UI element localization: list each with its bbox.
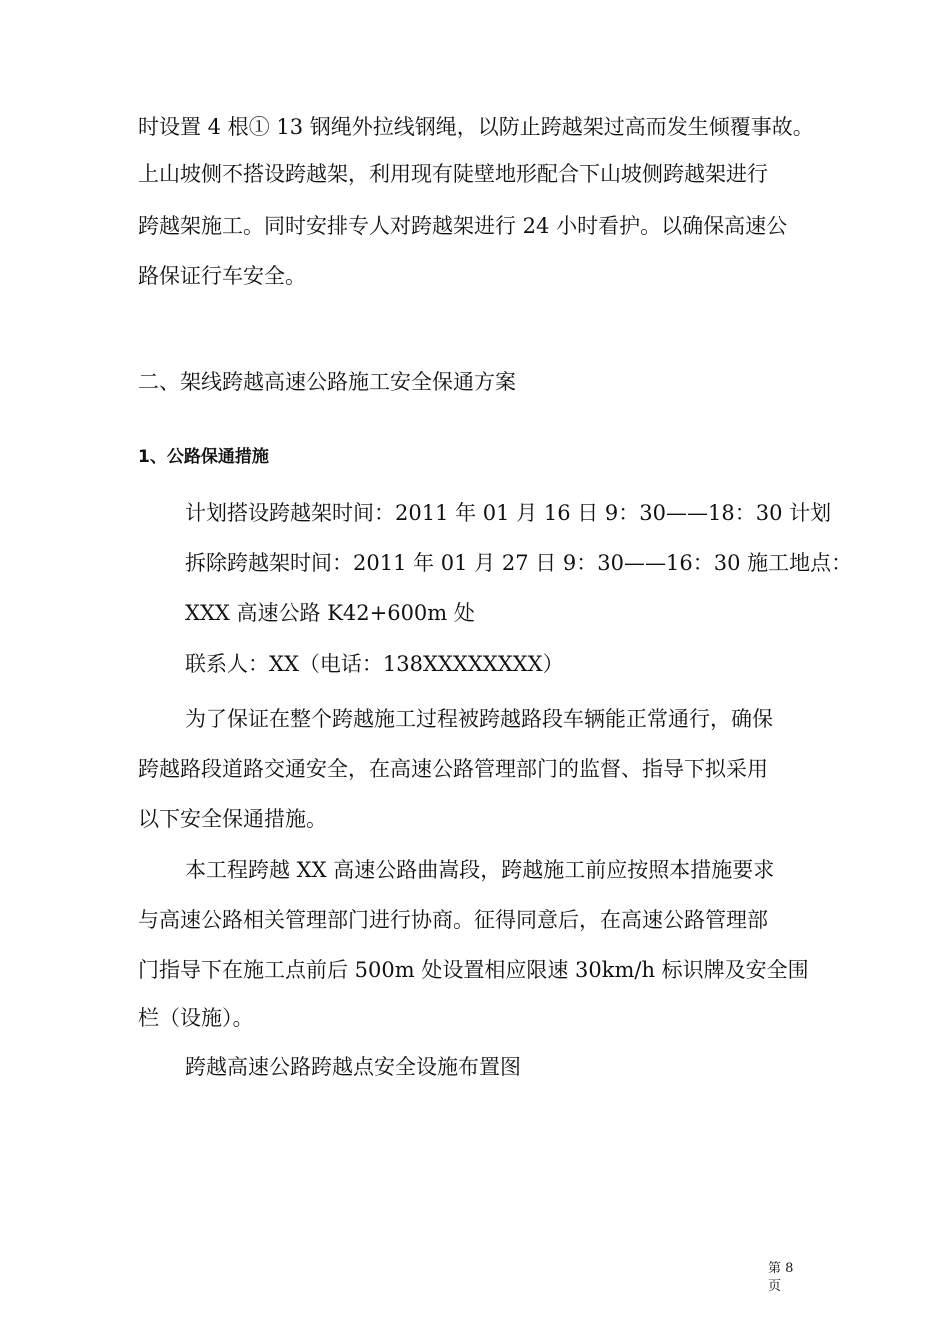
schedule-line-3: XXX 高速公路 K42+600m 处 <box>185 601 475 625</box>
figure-caption: 跨越高速公路跨越点安全设施布置图 <box>185 1055 521 1079</box>
para2-line-2: 跨越路段道路交通安全，在高速公路管理部门的监督、指导下拟采用 <box>138 757 768 781</box>
schedule-line-2: 拆除跨越架时间：2011 年 01 月 27 日 9：30——16：30 施工地点： <box>185 551 853 575</box>
para1-line-3: 跨越架施工。同时安排专人对跨越架进行 24 小时看护。以确保高速公 <box>138 214 788 238</box>
section-heading: 二、架线跨越高速公路施工安全保通方案 <box>138 370 516 394</box>
page-number-line-2: 页 <box>768 1279 782 1294</box>
schedule-line-1: 计划搭设跨越架时间：2011 年 01 月 16 日 9：30——18：30 计划 <box>185 501 832 525</box>
para3-line-1: 本工程跨越 XX 高速公路曲嵩段，跨越施工前应按照本措施要求 <box>185 858 775 882</box>
para1-line-1: 时设置 4 根① 13 钢绳外拉线钢绳，以防止跨越架过高而发生倾覆事故。 <box>138 115 814 139</box>
para1-line-2: 上山坡侧不搭设跨越架，利用现有陡壁地形配合下山坡侧跨越架进行 <box>138 162 768 186</box>
para3-line-3: 门指导下在施工点前后 500m 处设置相应限速 30km/h 标识牌及安全围 <box>138 958 809 982</box>
schedule-line-4: 联系人：XX（电话：138XXXXXXXX） <box>185 652 564 676</box>
para1-line-4: 路保证行车安全。 <box>138 264 306 288</box>
page-number-line-1: 第 8 <box>768 1261 794 1276</box>
para2-line-3: 以下安全保通措施。 <box>138 807 327 831</box>
para3-line-2: 与高速公路相关管理部门进行协商。征得同意后，在高速公路管理部 <box>138 908 768 932</box>
para3-line-4: 栏（设施）。 <box>138 1006 254 1030</box>
para2-line-1: 为了保证在整个跨越施工过程被跨越路段车辆能正常通行，确保 <box>185 707 773 731</box>
subheading: 1、公路保通措施 <box>138 447 269 467</box>
